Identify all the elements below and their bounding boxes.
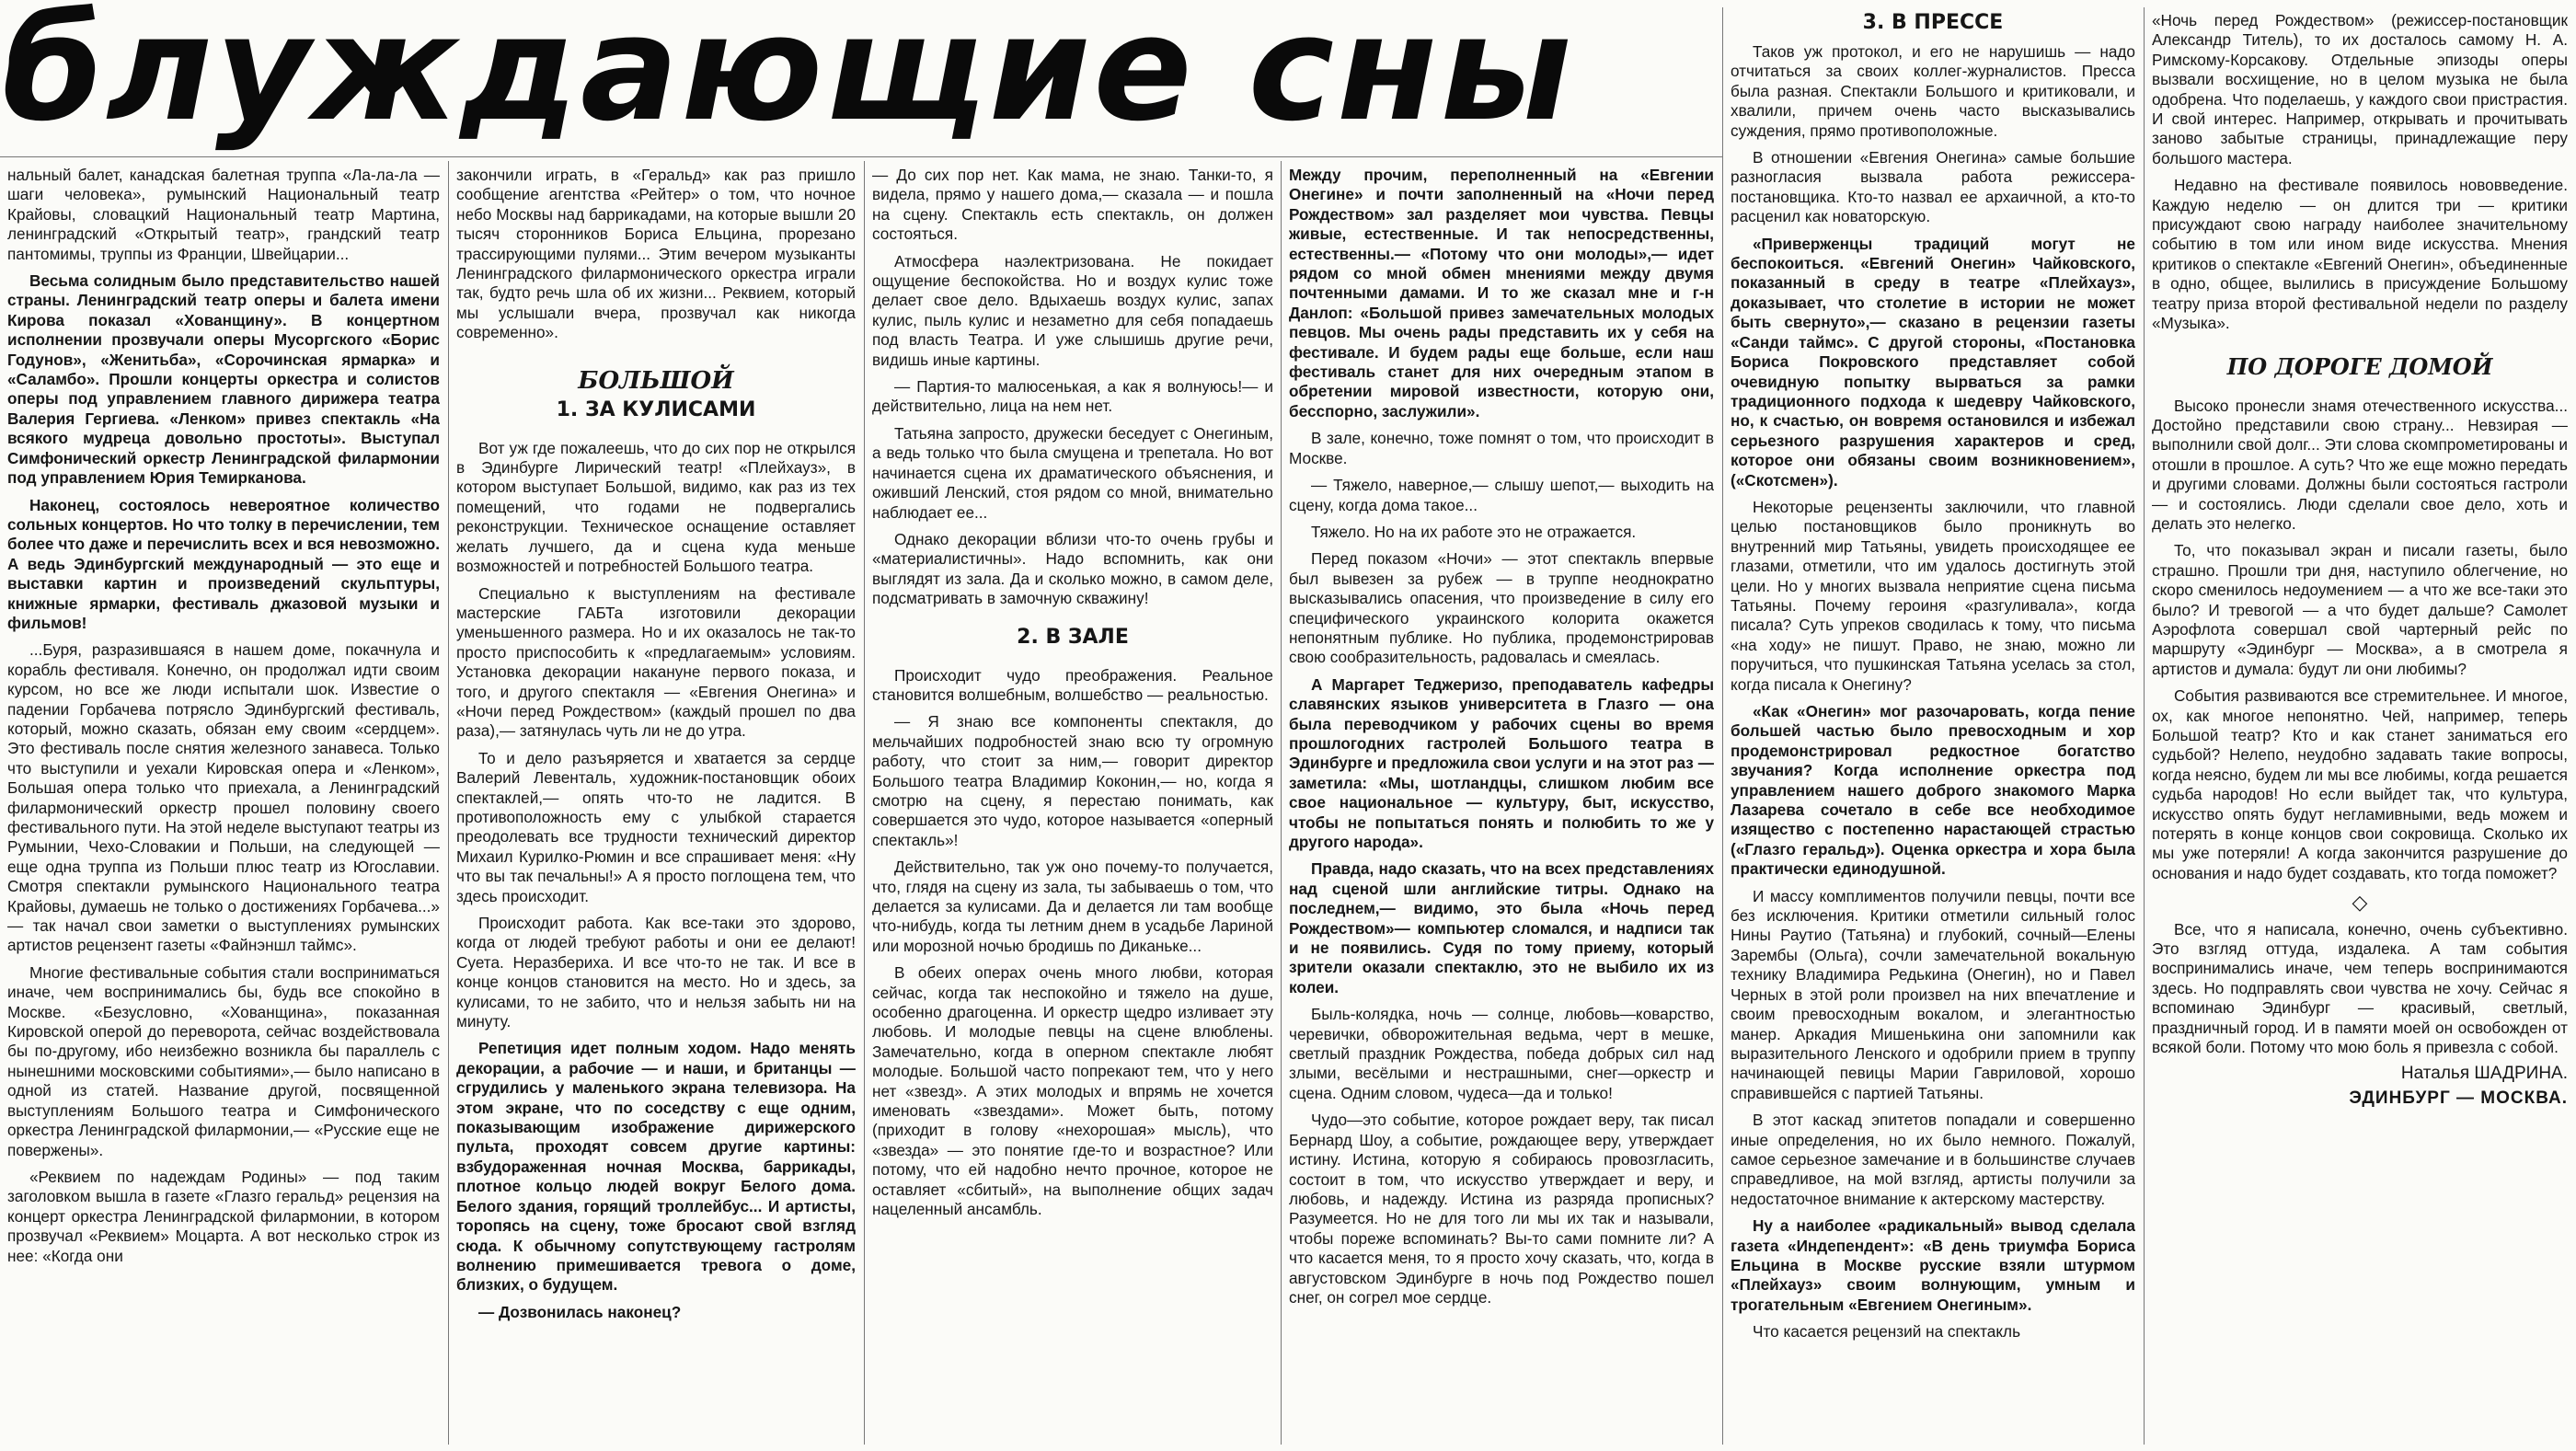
paragraph: «Реквием по надеждам Родины» — под таким заголовком вышла в газете «Глазго геральд» рецензия на концерт оркестра Ленинградской филармонии, в котором прозвучал «Реквием» Моцарта. А вот несколько строк из нее: «Когда они [7,1167,440,1265]
paragraph: Ну а наиболее «радикальный» вывод сделала газета «Индепендент»: «В день триумфа Бориса Ельцина в Москве русские взяли штурмом «Плейхауз» своим волнующим, умным и трогательным «Евгением Онегиным». [1731,1216,2135,1314]
paragraph: События развиваются все стремительнее. И многое, ох, как многое непонятно. Чей, например, теперь Большой театр? Кто и как станет заниматься его судьбой? Нелепо, неудобно задавать такие вопросы, когда неясно, будем ли мы все любимы, когда решается судьба народов! Но если выйдет так, что культура, искусство опять будут негламивными, ведь можем и потерять в конце концов свои сокровища. Сколько их мы уже потеряли! А когда закончится разрушение до основания и надо будет создавать, кто тогда поможет? [2152,686,2568,882]
paragraph: Татьяна запросто, дружески беседует с Онегиным, а ведь только что была смущена и трепетала. Но вот начинается сцена их драматического объяснения, и оживший Ленский, стоя рядом со мной, внимательно наблюдает ее... [872,423,1273,522]
paragraph: А Маргарет Теджеризо, преподаватель кафедры славянских языков университета в Глазго — она была переводчиком у рабочих сцены во время прошлогодних гастролей Большого театра в Эдинбурге и предложила свои услуги и на этот раз — заметила: «Мы, шотландцы, слишком любим все свое национальное — культуру, быт, искусство, чтобы не попытаться понять и полюбить то же у другого народа». [1289,674,1714,851]
paragraph: Репетиция идет полным ходом. Надо менять декорации, а рабочие — и наши, и британцы — сгрудились у маленького экрана телевизора. На этом экране, что по соседству с еще одним, показывающим изображение дирижерского пульта, проходят совсем другие картины: взбудораженная ночная Москва, баррикады, плотное кольцо людей вокруг Белого дома. Белого здания, горящий троллейбус... И артисты, торопясь на сцену, тоже бросают свой взгляд сюда. К обычному сопутствующему гастролям волнению примешивается тревога о доме, близких, о будущем. [456,1039,856,1295]
paragraph: Происходит работа. Как все-таки это здорово, когда от людей требуют работы и они ее делают! Суета. Неразбериха. И все что-то не так. И все в конце концов становится на место. Но и здесь, за кулисами, то не забито, что и нельзя забыть ни на минуту. [456,914,856,1031]
paragraph: Высоко пронесли знамя отечественного искусства... Достойно представили свою страну... Невзирая — выполнили свой долг... Эти слова скомпрометированы и отошли в прошлое. А суть? Что же еще можно передать и другими словами. Должны были состояться гастроли — и состоялись. Люди сделали свое дело, хоть и делать это нелегко. [2152,396,2568,533]
headline-underline [0,156,1722,157]
dateline: ЭДИНБУРГ — МОСКВА. [2349,1088,2568,1108]
paragraph: Недавно на фестивале появилось нововведение. Каждую неделю — он длится три — критики присуждают свою награду наиболее значительному событию в том или ином виде искусства. Мнения критиков о спектакле «Евгений Онегин», объединенные в одно, общее, вылились в присуждение Большому театру приза второй фестивальной недели по разделу «Музыка». [2152,176,2568,333]
section-title-big: БОЛЬШОЙ [578,366,734,395]
paragraph: В обеих операх очень много любви, которая сейчас, когда так неспокойно и тяжело на душе, особенно драгоценна. И оркестр щедро изливает эту любовь. И молодые певцы на сцене влюблены. Замечательно, когда в оперном спектакле любят молодые. Большой часто попрекают тем, что у него нет «звезд». А этих молодых и впрямь не хочется именовать «звездами». Может быть, потому (приходит в голову «нехорошая» мысль), что «звезда» — это понятие где-то и возрастное? Или потому, что ей надобно нечто прочное, которое не оставляет «сбитый», на выполнение общих задач нацеленный ансамбль. [872,963,1273,1219]
paragraph: Что касается рецензий на спектакль [1753,1322,2021,1342]
column-5 [1731,11,2135,1446]
paragraph: Все, что я написала, конечно, очень субъективно. Это взгляд оттуда, издалека. А там события воспринимались иначе, чем теперь воспринимаются здесь. Но подправлять свои чувства не хочу. Сейчас я вспоминаю Эдинбург — красивый, светлый, праздничный город. И в памяти моей он освобожден от всякой боли. Потому что мою боль я привезла с собой. [2152,919,2568,1057]
paragraph: ...Буря, разразившаяся в нашем доме, покачнула и корабль фестиваля. Конечно, он продолжал идти своим курсом, но все же люди испытали шок. Известие о падении Горбачева потрясло Эдинбургский фестиваль, который, можно сказать, обязан ему своим «сердцем». Это фестиваль после снятия железного занавеса. Только что выступили и уехали Кировская опера и «Ленком», Большая опера только что приехала, а Ленинградский филармонический оркестр прошел половину своего фестивального пути. На этой неделе выступают театры из Румынии, Чехо-Словакии и Польши, на следующей — еще одна труппа из Польши плюс театр из Югославии. Смотря спектакли румынского Национального театра Крайовы, думаешь не только о достижениях Горбачева...» — так начал свои заметки о выступлениях румынских артистов рецензент газеты «Файнэншл таймс». [7,640,440,955]
column-rule [1281,161,1282,1445]
paragraph: В этот каскад эпитетов попадали и совершенно иные определения, но их было немного. Пожалуй, самое серьезное замечание и в большинстве случаев справедливое, на мой взгляд, артисты получили за недостаточное внимание к актерскому мастерству. [1731,1111,2135,1208]
paragraph: — Дозвонилась наконец? [478,1302,682,1321]
paragraph: нальный балет, канадская балетная труппа «Ла-ла-ла — шаги человека», румынский Национальный театр Крайовы, словацкий Национальный театр Мартина, ленинградский «Открытый театр», грандский театр пантомимы, труппы из Франции, Швейцарии... [7,166,440,263]
paragraph: «Как «Онегин» мог разочаровать, когда пение большей частью было превосходным и хор продемонстрировал редкостное богатство звучания? Когда исполнение оркестра под управлением нашего доброго знакомого Марка Лазарева сочетало в себе все необходимое изящество с постепенно нарастающей страстью («Глазго геральд»). Оценка оркестра и хора была практически единодушной. [1731,702,2135,879]
column-rule [2144,7,2145,1445]
paragraph: — Партия-то малюсенькая, а как я волнуюсь!— и действительно, лица на нем нет. [872,377,1273,416]
paragraph: — До сих пор нет. Как мама, не знаю. Танки-то, я видела, прямо у нашего дома,— сказала — и пошла на сцену. Спектакль есть спектакль, он должен состояться. [872,166,1273,244]
column-3 [872,166,1273,1449]
section-subtitle-3: 3. В ПРЕССЕ [1862,11,2004,34]
paragraph: Быль-колядка, ночь — солнце, любовь—коварство, черевички, обворожительная ведьма, черт в мешке, светлый праздник Рождества, победа добрых сил над злыми, весёлыми и нестрашными, снег—оркестр и сцена. Одним словом, чудеса—да и только! [1289,1005,1714,1102]
column-6 [2152,11,2568,1446]
paragraph: «Ночь перед Рождеством» (режиссер-постановщик Александр Титель), то их досталось самому Н. А. Римскому-Корсакову. Отдельные эпизоды оперы вызвали восхищение, но в целом музыка не была одобрена. Что поделаешь, у каждого свои пристрастия. И свой интерес. Например, открывать и прочитывать заново забытые страницы, принадлежащие перу большого мастера. [2152,11,2568,167]
paragraph: В зале, конечно, тоже помнят о том, что происходит в Москве. [1289,429,1714,467]
paragraph: закончили играть, в «Геральд» как раз пришло сообщение агентства «Рейтер» о том, что ночное небо Москвы над баррикадами, на которые вышли 20 тысяч сторонников Бориса Ельцина, прорезано трассирующими пулями... Этим вечером музыканты Ленинградского филармонического оркестра играли так, будто речь шла об их жизни... Реквием, который мы услышали вчера, прозвучал как никогда современно». [456,166,856,342]
paragraph: — Я знаю все компоненты спектакля, до мельчайших подробностей знаю всю ту огромную работу, что стоит за ним,— говорит директор Большого театра Владимир Коконин,— но, когда я смотрю на сцену, я перестаю понимать, как совершается это чудо, которое называется «оперный спектакль»! [872,712,1273,849]
headline: блуждающие сны [2,0,1575,154]
paragraph: В отношении «Евгения Онегина» самые большие разногласия вызвала работа режиссера-постановщика. Кто-то назвал ее архаичной, а кто-то расценил как новаторскую. [1731,148,2135,226]
paragraph: Тяжело. Но на их работе это не отражается. [1311,522,1637,541]
section-title-home: ПО ДОРОГЕ ДОМОЙ [2226,352,2493,380]
paragraph: И массу комплиментов получили певцы, почти все без исключения. Критики отметили сильный голос Нины Раутио (Татьяна) и глубокий, сочный—Елены Зарембы (Ольга), сочли замечательной вокальную технику Владимира Редькина (Онегин), но и Павел Черных в этой роли произвел на них впечатление и своим превосходным вокалом, и элегантностью манер. Аркадия Мишенькина они запомнили как выразительного Ленского и одобрили прием в труппу начинающей певицы Марии Гавриловой, хорошо справившейся с партией Татьяны. [1731,886,2135,1102]
paragraph: Специально к выступлениям на фестивале мастерские ГАБТа изготовили декорации уменьшенного размера. Но и их оказалось не так-то просто приспособить к «предлагаемым» условиям. Установка декорации накануне первого показа, и того, и другого спектакля — «Евгения Онегина» и «Ночи перед Рождеством» (каждый прошел по два раза),— затянулась чуть ли не до утра. [456,583,856,741]
paragraph: Происходит чудо преображения. Реальное становится волшебным, волшебство — реальностью. [872,665,1273,704]
author-signature: Наталья ШАДРИНА. [2400,1063,2568,1083]
divider-diamond-icon: ◇ [2352,891,2368,915]
paragraph: Правда, надо сказать, что на всех представлениях над сценой шли английские титры. Однако на последнем,— видимо, это была «Ночь перед Рождеством»— компьютер сломался, и надписи так и не появились. Судя по тому приему, который зрители оказали спектаклю, это не выбило их из колеи. [1289,859,1714,996]
paragraph: Чудо—это событие, которое рождает веру, так писал Бернард Шоу, а событие, рождающее веру, утверждает истину. Истина, которую я собираюсь провозгласить, состоит в том, что искусство утверждает и веру, и любовь, и надежду. Истина из разряда прописных? Разумеется. Но не для того ли мы их так и называли, чтобы пореже вспоминать? Вы-то сами помните ли? А что касается меня, то я просто хочу сказать, что, когда в августовском Эдинбурге в ночь под Рождество пошел снег, он согрел мое сердце. [1289,1111,1714,1307]
section-subtitle-1: 1. ЗА КУЛИСАМИ [556,397,756,421]
paragraph: Атмосфера наэлектризована. Не покидает ощущение беспокойства. Но и воздух кулис тоже делает свое дело. Вдыхаешь воздух кулис, запах кулис, пыль кулис и незаметно для себя попадаешь под власть Театра. И уже слышишь другие речи, видишь иные картины. [872,251,1273,369]
column-2 [456,166,856,1449]
column-rule [1722,7,1723,1445]
column-rule [864,161,865,1445]
paragraph: Действительно, так уж оно почему-то получается, что, глядя на сцену из зала, ты забываешь о том, что делается за кулисами. Да и делается ли там вообще что-нибудь, когда ты летним днем в усадьбе Лариной или морозной ночью бродишь по Диканьке... [872,858,1273,955]
paragraph: Вот уж где пожалеешь, что до сих пор не открылся в Эдинбурге Лирический театр! «Плейхауз», в котором выступает Большой, видимо, как раз из тех помещений, что годами не подвергались реконструкции. Техническое оснащение оставляет желать лучшего, да и сцена куда меньше возможностей и потребностей Большого театра. [456,438,856,576]
column-1 [7,166,440,1449]
paragraph: Весьма солидным было представительство нашей страны. Ленинградский театр оперы и балета имени Кирова показал «Хованщину». В концертном исполнении прозвучали оперы Мусоргского «Борис Годунов», «Женитьба», «Сорочинская ярмарка» и «Саламбо». Прошли концерты оркестра и солистов оперы под управлением главного дирижера театра Валерия Гергиева. «Ленком» привез спектакль «На всякого мудреца довольно простоты». Выступал Симфонический оркестр Ленинградской филармонии под управлением Юрия Темирканова. [7,271,440,488]
section-subtitle-2: 2. В ЗАЛЕ [1017,625,1129,649]
paragraph: — Тяжело, наверное,— слышу шепот,— выходить на сцену, когда дома такое... [1289,476,1714,514]
paragraph: Перед показом «Ночи» — этот спектакль впервые был вывезен за рубеж — в труппе неоднократно высказывались опасения, что произведение в силу его специфического украинского колорита окажется непонятным публике. Но публика, продемонстрировав свою сообразительность, радовалась и смеялась. [1289,549,1714,667]
paragraph: Наконец, состоялось невероятное количество сольных концертов. Но что толку в перечислении, тем более что даже и перечислить всех и вся невозможно. А ведь Эдинбургский международный — это еще и выставки картин и произведений скульптуры, книжные ярмарки, фестиваль джазовой музыки и фильмов! [7,495,440,632]
column-4 [1289,166,1714,1449]
paragraph: То и дело разъяряется и хватается за сердце Валерий Левенталь, художник-постановщик обоих спектаклей,— опять что-то не ладится. В противоположность ему с улыбкой старается преодолевать все трудности технический директор Михаил Курилко-Рюмин и все спрашивает меня: «Ну что вы так печальны!» А я просто поглощена тем, что здесь происходит. [456,748,856,905]
paragraph: Между прочим, переполненный на «Евгении Онегине» и почти заполненный на «Ночи перед Рождеством» зал разделяет мои чувства. Певцы живые, естественные. И так непосредственны, естественны.— «Потому что они молоды»,— идет рядом со мной обмен мнениями между двумя почтенными дамами. И то же сказал мне и г-н Данлоп: «Большой привез замечательных молодых певцов. Мы очень рады представить их у себя на фестивале. И будем рады еще больше, если наш фестиваль станет для них очередным этапом в обретении мировой известности, которую они, бесспорно, заслужили». [1289,166,1714,420]
paragraph: Многие фестивальные события стали восприниматься иначе, чем воспринимались бы, будь все спокойно в Москве. «Безусловно, «Хованщина», показанная Кировской оперой до переворота, сейчас воздействовала бы по-другому, ибо неизбежно возникла бы параллель с нынешними московскими событиями»,— было написано в одной из статей. Название другой, посвященной выступлениям Большого театра и Симфонического оркестра Ленинградской филармонии,— «Русские еще не повержены». [7,962,440,1159]
paragraph: Таков уж протокол, и его не нарушишь — надо отчитаться за своих коллег-журналистов. Пресса была разная. Спектакли Большого и критиковали, и хвалили, причем очень часто высказывались суждения, прямо противоположные. [1731,42,2135,140]
paragraph: Некоторые рецензенты заключили, что главной целью постановщиков было проникнуть во внутренний мир Татьяны, увидеть происходящее ее глазами, отметили, что им удалось достигнуть этой цели. Но у многих вызвала неприятие сцена письма Татьяны. Почему героиня «разгуливала», когда писала? Суть упреков сводилась к тому, что письма «на ходу» не пишут. Право, не знаю, можно ли поручиться, что пушкинская Татьяна уселась за стол, когда писала к Онегину? [1731,497,2135,694]
paragraph: Однако декорации вблизи что-то очень грубы и «материалистичны». Надо вспомнить, как они выглядят из зала. Да и сколько можно, в самом деле, подсматривать в замочную скважину! [872,529,1273,608]
column-rule [448,161,449,1445]
paragraph: То, что показывал экран и писали газеты, было страшно. Прошли три дня, наступило облегчение, но скоро сменилось недоумением — а что же все-таки это было? И тревогой — а что будет дальше? Самолет Аэрофлота совершал свой чартерный рейс по маршруту «Эдинбург — Москва», а в смотрела я артистов и думала: будут ли они любимы? [2152,541,2568,678]
paragraph: «Приверженцы традиций могут не беспокоиться. «Евгений Онегин» Чайковского, показанный в среду в театре «Плейхауз», доказывает, что столетие в истории не может быть свернуто»,— сказано в рецензии газеты «Санди таймс». С другой стороны, «Постановка Бориса Покровского представляет собой очевидную попытку вырваться за рамки традиционного подхода к шедевру Чайковского, но, к счастью, он вовремя остановился и избежал серьезного разрушения характеров и сред, которое они обязаны своим возникновением», («Скотсмен»). [1731,234,2135,489]
